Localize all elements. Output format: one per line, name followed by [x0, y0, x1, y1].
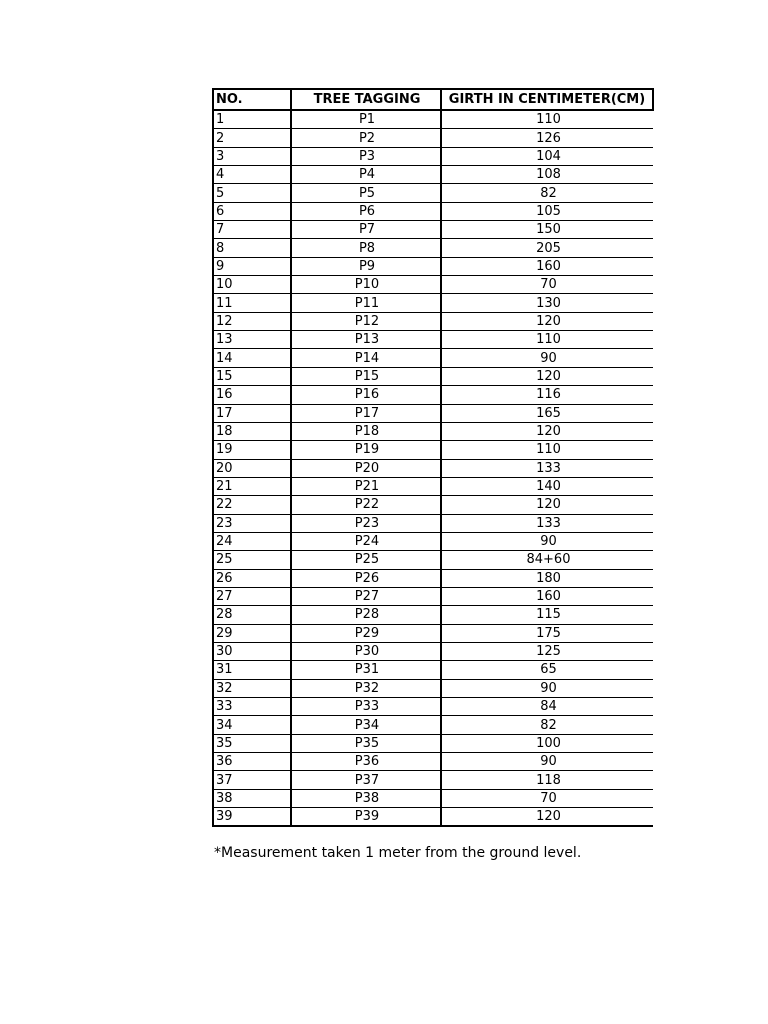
cell-girth: 160 — [441, 587, 653, 605]
cell-tree-tag: P32 — [291, 679, 441, 697]
cell-no: 5 — [213, 184, 291, 202]
cell-tree-tag: P10 — [291, 276, 441, 294]
cell-girth: 140 — [441, 477, 653, 495]
cell-girth: 82 — [441, 184, 653, 202]
table-row — [213, 698, 653, 716]
cell-girth: 133 — [441, 459, 653, 477]
table-row — [213, 110, 653, 129]
table-row — [213, 386, 653, 404]
cell-girth: 90 — [441, 679, 653, 697]
tree-girth-table — [212, 88, 654, 827]
table-row — [213, 404, 653, 422]
cell-tree-tag: P12 — [291, 312, 441, 330]
cell-no: 35 — [213, 734, 291, 752]
table-row — [213, 624, 653, 642]
cell-girth: 90 — [441, 753, 653, 771]
cell-girth: 82 — [441, 716, 653, 734]
table-row — [213, 789, 653, 807]
cell-girth: 120 — [441, 422, 653, 440]
cell-no: 17 — [213, 404, 291, 422]
table-row — [213, 331, 653, 349]
cell-tree-tag: P2 — [291, 129, 441, 147]
cell-girth: 110 — [441, 331, 653, 349]
cell-tree-tag: P22 — [291, 496, 441, 514]
cell-girth: 84+60 — [441, 551, 653, 569]
table-row — [213, 661, 653, 679]
cell-no: 34 — [213, 716, 291, 734]
cell-girth: 150 — [441, 221, 653, 239]
cell-no: 10 — [213, 276, 291, 294]
cell-girth: 84 — [441, 698, 653, 716]
cell-girth: 70 — [441, 789, 653, 807]
cell-tree-tag: P38 — [291, 789, 441, 807]
cell-no: 32 — [213, 679, 291, 697]
cell-tree-tag: P13 — [291, 331, 441, 349]
table-row — [213, 349, 653, 367]
table-row — [213, 166, 653, 184]
cell-tree-tag: P9 — [291, 257, 441, 275]
cell-no: 11 — [213, 294, 291, 312]
table-row — [213, 753, 653, 771]
cell-no: 36 — [213, 753, 291, 771]
cell-tree-tag: P4 — [291, 166, 441, 184]
cell-no: 13 — [213, 331, 291, 349]
cell-tree-tag: P19 — [291, 441, 441, 459]
cell-tree-tag: P15 — [291, 367, 441, 385]
table-row — [213, 129, 653, 147]
cell-tree-tag: P34 — [291, 716, 441, 734]
cell-tree-tag: P27 — [291, 587, 441, 605]
cell-tree-tag: P25 — [291, 551, 441, 569]
table-row — [213, 202, 653, 220]
table-row — [213, 734, 653, 752]
cell-tree-tag: P35 — [291, 734, 441, 752]
cell-no: 3 — [213, 147, 291, 165]
cell-tree-tag: P14 — [291, 349, 441, 367]
table-row — [213, 679, 653, 697]
cell-girth: 120 — [441, 312, 653, 330]
cell-no: 1 — [213, 110, 291, 129]
table-row — [213, 587, 653, 605]
cell-girth: 110 — [441, 110, 653, 129]
cell-tree-tag: P17 — [291, 404, 441, 422]
cell-girth: 130 — [441, 294, 653, 312]
cell-no: 31 — [213, 661, 291, 679]
cell-no: 29 — [213, 624, 291, 642]
table-row — [213, 514, 653, 532]
cell-girth: 165 — [441, 404, 653, 422]
cell-no: 8 — [213, 239, 291, 257]
cell-tree-tag: P31 — [291, 661, 441, 679]
cell-tree-tag: P1 — [291, 110, 441, 129]
cell-no: 9 — [213, 257, 291, 275]
cell-girth: 125 — [441, 642, 653, 660]
cell-tree-tag: P21 — [291, 477, 441, 495]
cell-no: 16 — [213, 386, 291, 404]
table-row — [213, 422, 653, 440]
cell-no: 30 — [213, 642, 291, 660]
table-row — [213, 496, 653, 514]
table-row — [213, 294, 653, 312]
cell-tree-tag: P28 — [291, 606, 441, 624]
cell-tree-tag: P26 — [291, 569, 441, 587]
table-row — [213, 771, 653, 789]
cell-tree-tag: P11 — [291, 294, 441, 312]
cell-tree-tag: P18 — [291, 422, 441, 440]
cell-tree-tag: P7 — [291, 221, 441, 239]
cell-no: 26 — [213, 569, 291, 587]
table-row — [213, 551, 653, 569]
cell-no: 19 — [213, 441, 291, 459]
table-row — [213, 716, 653, 734]
cell-girth: 175 — [441, 624, 653, 642]
cell-girth: 180 — [441, 569, 653, 587]
cell-girth: 120 — [441, 808, 653, 827]
cell-no: 2 — [213, 129, 291, 147]
cell-no: 27 — [213, 587, 291, 605]
cell-girth: 160 — [441, 257, 653, 275]
cell-no: 37 — [213, 771, 291, 789]
table-row — [213, 312, 653, 330]
cell-tree-tag: P30 — [291, 642, 441, 660]
table-row — [213, 441, 653, 459]
table-row — [213, 808, 653, 827]
footnote: *Measurement taken 1 meter from the ground level. — [214, 845, 582, 861]
cell-no: 14 — [213, 349, 291, 367]
cell-tree-tag: P29 — [291, 624, 441, 642]
cell-tree-tag: P39 — [291, 808, 441, 827]
table-row — [213, 606, 653, 624]
cell-girth: 118 — [441, 771, 653, 789]
cell-no: 22 — [213, 496, 291, 514]
table-row — [213, 459, 653, 477]
table-row — [213, 569, 653, 587]
table-row — [213, 532, 653, 550]
header-tree-tagging: TREE TAGGING — [291, 89, 441, 110]
cell-girth: 90 — [441, 532, 653, 550]
table-row — [213, 184, 653, 202]
table-row — [213, 477, 653, 495]
cell-no: 39 — [213, 808, 291, 827]
cell-no: 7 — [213, 221, 291, 239]
table-header-row — [213, 89, 653, 110]
cell-no: 21 — [213, 477, 291, 495]
cell-tree-tag: P16 — [291, 386, 441, 404]
cell-no: 20 — [213, 459, 291, 477]
cell-tree-tag: P20 — [291, 459, 441, 477]
cell-girth: 116 — [441, 386, 653, 404]
cell-girth: 133 — [441, 514, 653, 532]
table-row — [213, 257, 653, 275]
cell-girth: 105 — [441, 202, 653, 220]
cell-no: 25 — [213, 551, 291, 569]
table-body — [213, 110, 653, 826]
cell-tree-tag: P8 — [291, 239, 441, 257]
header-no: NO. — [213, 89, 291, 110]
cell-no: 4 — [213, 166, 291, 184]
cell-no: 12 — [213, 312, 291, 330]
cell-no: 38 — [213, 789, 291, 807]
cell-girth: 110 — [441, 441, 653, 459]
cell-no: 24 — [213, 532, 291, 550]
cell-no: 23 — [213, 514, 291, 532]
cell-no: 6 — [213, 202, 291, 220]
cell-tree-tag: P3 — [291, 147, 441, 165]
cell-girth: 205 — [441, 239, 653, 257]
cell-tree-tag: P23 — [291, 514, 441, 532]
table-row — [213, 367, 653, 385]
cell-tree-tag: P6 — [291, 202, 441, 220]
cell-tree-tag: P5 — [291, 184, 441, 202]
cell-girth: 108 — [441, 166, 653, 184]
cell-girth: 90 — [441, 349, 653, 367]
cell-no: 28 — [213, 606, 291, 624]
cell-no: 18 — [213, 422, 291, 440]
header-girth: GIRTH IN CENTIMETER(CM) — [441, 89, 653, 110]
cell-girth: 120 — [441, 367, 653, 385]
table-row — [213, 221, 653, 239]
cell-no: 15 — [213, 367, 291, 385]
cell-girth: 115 — [441, 606, 653, 624]
cell-tree-tag: P24 — [291, 532, 441, 550]
cell-girth: 100 — [441, 734, 653, 752]
cell-girth: 126 — [441, 129, 653, 147]
table-row — [213, 147, 653, 165]
table-row — [213, 276, 653, 294]
cell-girth: 65 — [441, 661, 653, 679]
cell-girth: 70 — [441, 276, 653, 294]
cell-tree-tag: P33 — [291, 698, 441, 716]
cell-tree-tag: P36 — [291, 753, 441, 771]
cell-tree-tag: P37 — [291, 771, 441, 789]
table-row — [213, 239, 653, 257]
cell-no: 33 — [213, 698, 291, 716]
cell-girth: 104 — [441, 147, 653, 165]
table-row — [213, 642, 653, 660]
cell-girth: 120 — [441, 496, 653, 514]
